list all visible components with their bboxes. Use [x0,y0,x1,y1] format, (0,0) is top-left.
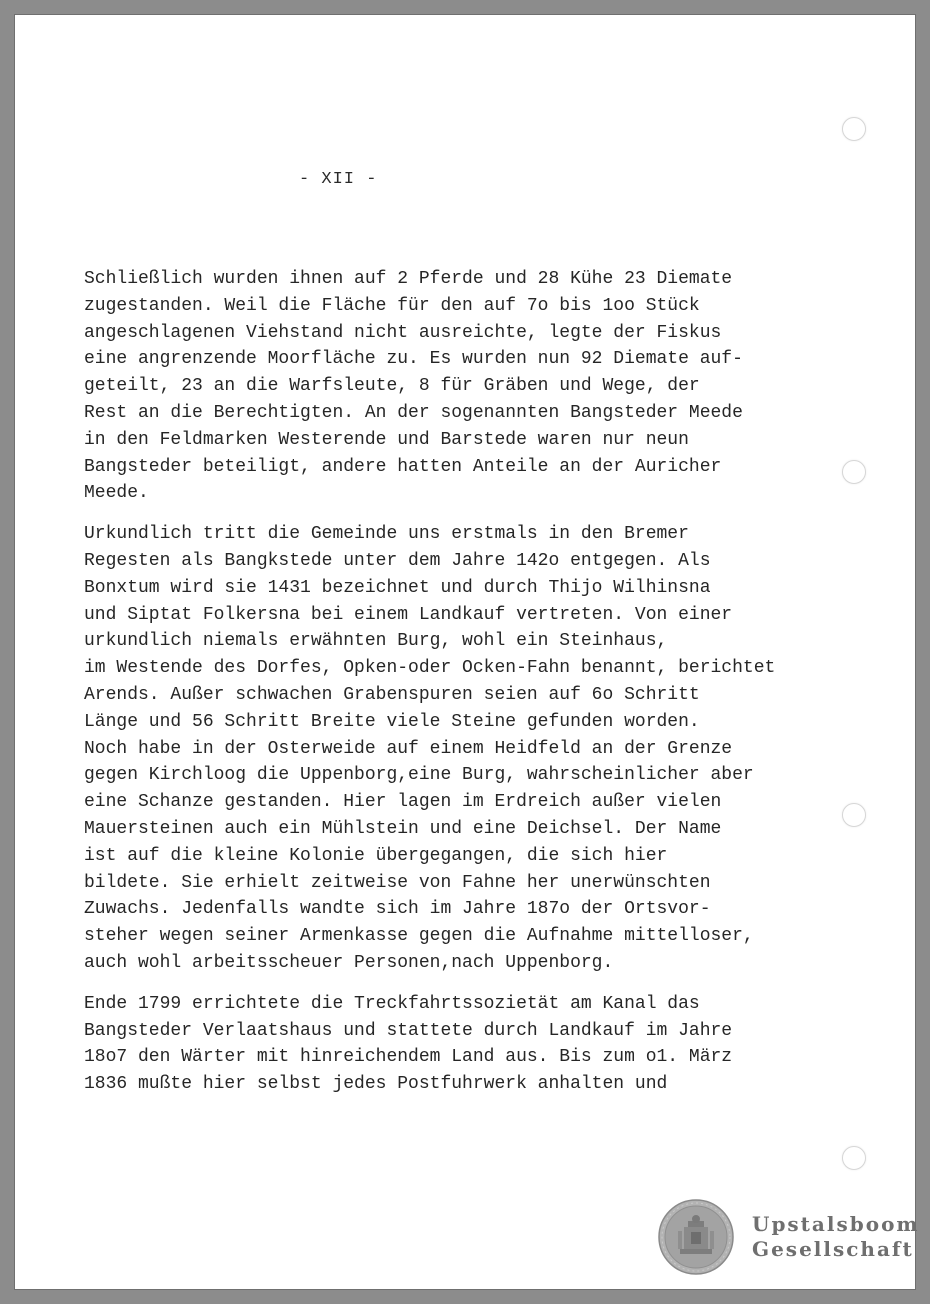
punch-hole [842,460,866,484]
body-text [84,266,824,1112]
text-line: steher wegen seiner Armenkasse gegen die Aufnahme mittelloser, [84,926,754,947]
text-line: Bangsteder beteiligt, andere hatten Anteile an der Auricher [84,456,722,477]
text-line: Schließlich wurden ihnen auf 2 Pferde und 28 Kühe 23 Diemate [84,269,733,289]
text-line: angeschlagenen Viehstand nicht ausreichte, legte der Fiskus [84,322,722,343]
text-line: 1836 mußte hier selbst jedes Postfuhrwerk anhalten und [84,1074,668,1095]
text-line: Urkundlich tritt die Gemeinde uns erstmals in den Bremer [84,524,689,545]
punch-hole [842,117,866,141]
page-number: - XII - [299,170,378,189]
text-line: Meede. [84,483,149,504]
text-line: Arends. Außer schwachen Grabenspuren seien auf 6o Schritt [84,684,700,705]
text-line: zugestanden. Weil die Fläche für den auf 7o bis 1oo Stück [84,295,700,316]
text-line: geteilt, 23 an die Warfsleute, 8 für Gräben und Wege, der [84,376,700,397]
text-line: in den Feldmarken Westerende und Barstede waren nur neun [84,429,689,450]
society-logo [658,1199,920,1275]
text-line: eine angrenzende Moorfläche zu. Es wurden nun 92 Diemate auf- [84,349,743,370]
logo-text [752,1212,920,1262]
paragraph [84,521,824,977]
text-line: Mauersteinen auch ein Mühlstein und eine Deichsel. Der Name [84,818,722,839]
seal-icon [658,1199,734,1275]
text-line: Bonxtum wird sie 1431 bezeichnet und durch Thijo Wilhinsna [84,577,711,598]
text-line: urkundlich niemals erwähnten Burg, wohl ein Steinhaus, [84,631,668,652]
text-line: bildete. Sie erhielt zeitweise von Fahne her unerwünschten [84,872,711,893]
text-line: Bangsteder Verlaatshaus und stattete durch Landkauf im Jahre [84,1020,733,1041]
text-line: eine Schanze gestanden. Hier lagen im Erdreich außer vielen [84,792,722,813]
logo-line-2: Gesellschaft [752,1237,914,1261]
text-line: gegen Kirchloog die Uppenborg,eine Burg, wahrscheinlicher aber [84,765,754,786]
text-line: Regesten als Bangkstede unter dem Jahre 142o entgegen. Als [84,550,711,571]
text-line: Länge und 56 Schritt Breite viele Steine gefunden worden. [84,711,700,732]
text-line: auch wohl arbeitsscheuer Personen,nach Uppenborg. [84,952,614,973]
punch-hole [842,803,866,827]
document-page [14,14,920,1290]
text-line: Ende 1799 errichtete die Treckfahrtssozietät am Kanal das [84,993,700,1014]
text-line: ist auf die kleine Kolonie übergegangen, die sich hier [84,845,668,866]
text-line: und Siptat Folkersna bei einem Landkauf vertreten. Von einer [84,604,733,625]
text-line: 18o7 den Wärter mit hinreichendem Land aus. Bis zum o1. März [84,1047,733,1068]
text-line: Rest an die Berechtigten. An der sogenannten Bangsteder Meede [84,402,743,423]
text-line: im Westende des Dorfes, Opken-oder Ocken-Fahn benannt, berichtet [84,658,776,679]
paragraph [84,991,824,1098]
text-line: Zuwachs. Jedenfalls wandte sich im Jahre 187o der Ortsvor- [84,899,711,920]
logo-line-1: Upstalsboom [752,1212,920,1236]
paragraph [84,266,824,507]
punch-hole [842,1146,866,1170]
text-line: Noch habe in der Osterweide auf einem Heidfeld an der Grenze [84,738,733,759]
